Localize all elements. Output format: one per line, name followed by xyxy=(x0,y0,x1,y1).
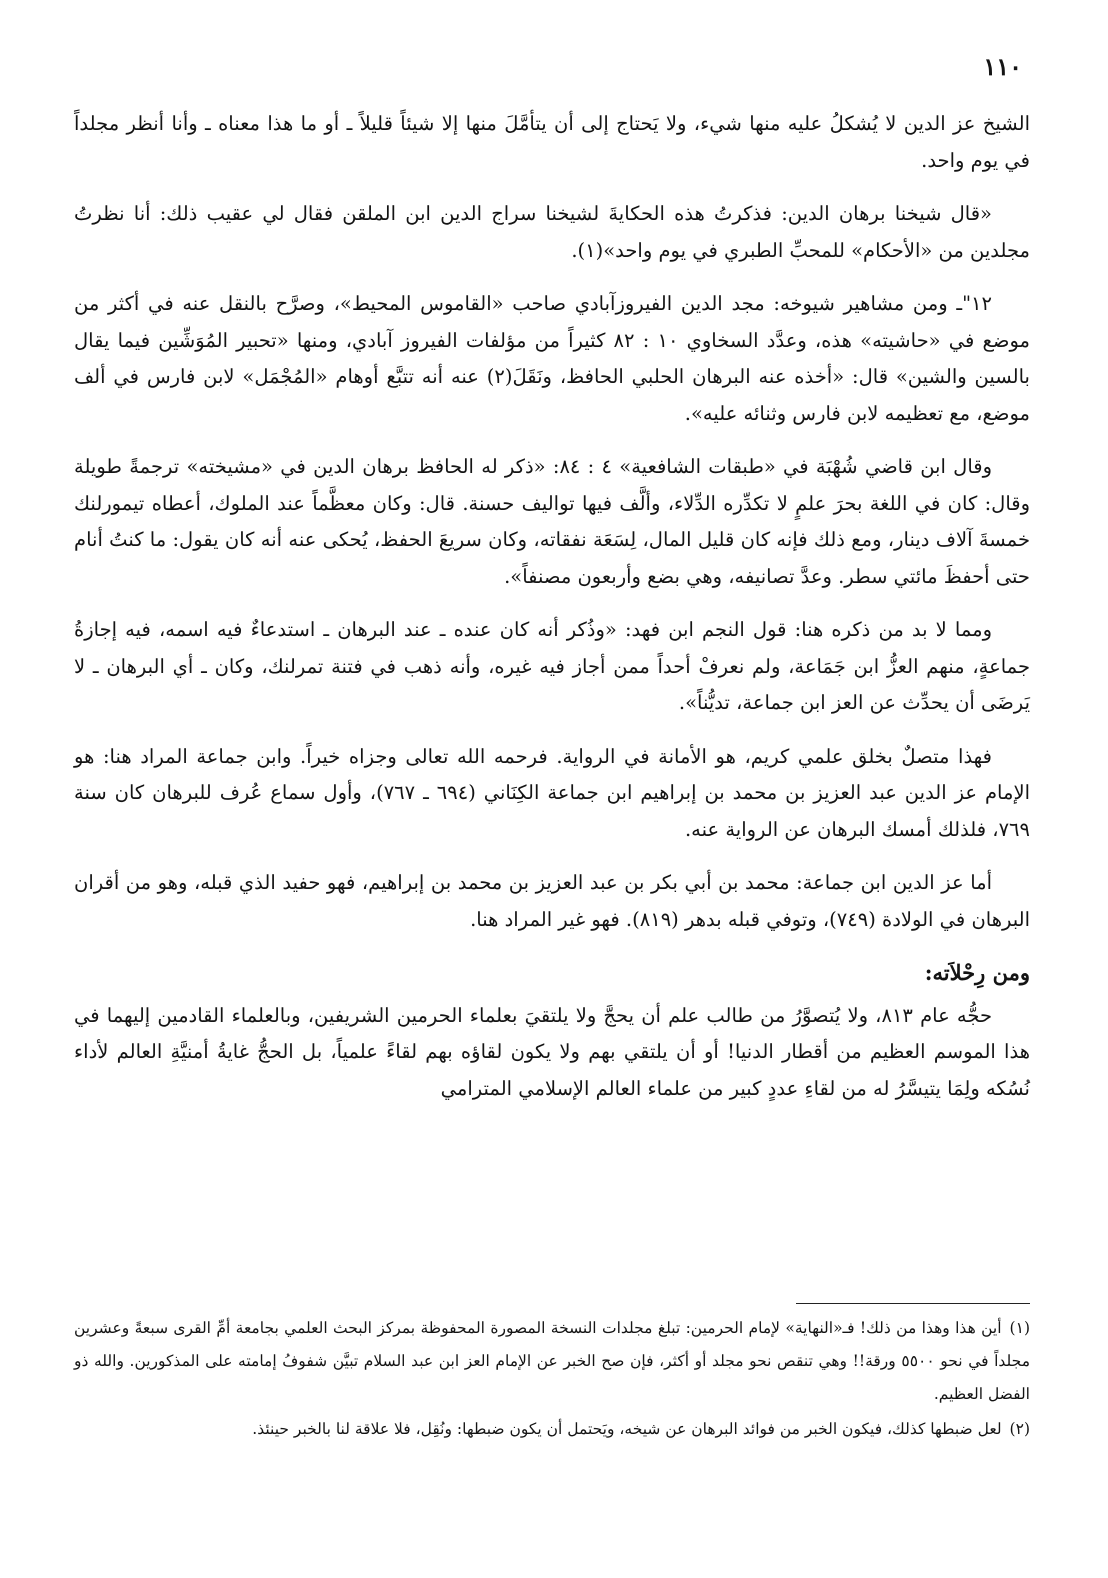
paragraph-fairuzabadi: ١٢"ـ ومن مشاهير شيوخه: مجد الدين الفيروزآبادي صاحب «القاموس المحيط»، وصرَّح بالنقل عنه في أكثر من موضع في «حاشيته» هذه، وعدَّد السخاوي ١٠ : ٨٢ كثيراً من مؤلفات الفيروز آبادي، ومنها «تحبير المُوَشِّين فيما يقال بالسين والشين» قال: «أخذه عنه البرهان الحلبي الحافظ، ونَقَلَ(٢) عنه أنه تتبَّع أوهام «المُجْمَل» لابن فارس في ألف موضع، مع تعظيمه لابن فارس وثنائه عليه». xyxy=(74,292,1030,425)
footnote-2 xyxy=(74,1413,1030,1446)
footnote-text: أين هذا وهذا من ذلك! فـ«النهاية» لإمام الحرمين: تبلغ مجلدات النسخة المصورة المحفوظة بمركز البحث العلمي بجامعة أمِّ القرى سبعةً وعشرين مجلداً في نحو ٥٥٠٠ ورقة!! وهي تنقص نحو مجلد أو أكثر، فإن صح الخبر عن الإمام العز ابن عبد السلام تبيَّن شفوفُ إمامته على المذكورين. والله ذو الفضل العظيم. xyxy=(74,1319,1030,1403)
paragraph-ibn-qadi-shuhba: وقال ابن قاضي شُهْبَة في «طبقات الشافعية» ٤ : ٨٤: «ذكر له الحافظ برهان الدين في «مشيخته» ترجمةً طويلة وقال: كان في اللغة بحرَ علمٍ لا تكدِّره الدِّلاء، وألَّف فيها تواليف حسنة. قال: وكان معظَّماً عند الملوك، أعطاه تيمورلنك خمسةَ آلاف دينار، ومع ذلك فإنه كان قليل المال، لِسَعَة نفقاته، وكان سريعَ الحفظ، يُحكى عنه أنه كان يقول: ما كنتُ أنام حتى أحفظَ مائتي سطر. وعدَّ تصانيفه، وهي بضع وأربعون مصنفاً». xyxy=(74,455,1030,588)
page-number: ١١٠ xyxy=(983,52,1022,81)
section-heading: ومن رِحْلاَته: xyxy=(924,960,1030,985)
paragraph-continuation: الشيخ عز الدين لا يُشكلُ عليه منها شيء، ولا يَحتاج إلى أن يتأمَّلَ منها إلا شيئاً قليلاً ـ أو ما هذا معناه ـ وأنا أنظر مجلداً في يوم واحد. xyxy=(74,112,1030,172)
paragraph-quote-burhan: «قال شيخنا برهان الدين: فذكرتُ هذه الحكايةَ لشيخنا سراج الدين ابن الملقن فقال لي عقيب ذلك: أنا نظرتُ مجلدين من «الأحكام» للمحبِّ الطبري في يوم واحد»(١). xyxy=(74,202,1030,262)
footnotes xyxy=(74,1312,1030,1448)
footnote-number: (١) xyxy=(1009,1319,1030,1337)
paragraph-najm-ibn-fahd: ومما لا بد من ذكره هنا: قول النجم ابن فهد: «وذُكر أنه كان عنده ـ عند البرهان ـ استدعاءٌ فيه اسمه، فيه إجازةُ جماعةٍ، منهم العزُّ ابن جَمَاعة، ولم نعرفْ أحداً ممن أجاز فيه غيره، وأنه ذهب في فتنة تمرلنك، وكان ـ أي البرهان ـ لا يَرضَى أن يحدِّث عن العز ابن جماعة، تديُّناً». xyxy=(74,618,1030,714)
footnote-1 xyxy=(74,1312,1030,1411)
paragraph-hajj: حجُّه عام ٨١٣، ولا يُتصوَّرُ من طالب علم أن يحجَّ ولا يلتقيَ بعلماء الحرمين الشريفين، وبالعلماء القادمين إليهما في هذا الموسم العظيم من أقطار الدنيا! أو أن يلتقي بهم ولا يكون لقاؤه بهم لقاءً علمياً، بل الحجُّ غايةُ أمنيَّةِ العالم لأداء نُسُكه ولِمَا يتيسَّرُ له من لقاءِ عددٍ كبير من علماء العالم الإسلامي المترامي xyxy=(74,1003,1030,1100)
footnote-number: (٢) xyxy=(1009,1420,1030,1438)
paragraph-izz-ibn-jamaa: أما عز الدين ابن جماعة: محمد بن أبي بكر بن عبد العزيز بن محمد بن إبراهيم، فهو حفيد الذي قبله، وهو من أقران البرهان في الولادة (٧٤٩)، وتوفي قبله بدهر (٨١٩). فهو غير المراد هنا. xyxy=(74,871,1030,931)
main-text xyxy=(74,106,1030,1124)
footnote-text: لعل ضبطها كذلك، فيكون الخبر من فوائد البرهان عن شيخه، ويَحتمل أن يكون ضبطها: ونُقِل، فلا علاقة لنا بالخبر حينئذ. xyxy=(252,1420,1002,1438)
paragraph-ibn-jamaa: فهذا متصلٌ بخلق علمي كريم، هو الأمانة في الرواية. فرحمه الله تعالى وجزاه خيراً. وابن جماعة المراد هنا: هو الإمام عز الدين عبد العزيز بن محمد بن إبراهيم ابن جماعة الكِنَاني (٦٩٤ ـ ٧٦٧)، وأول سماع عُرف للبرهان كان سنة ٧٦٩، فلذلك أمسك البرهان عن الرواية عنه. xyxy=(74,744,1030,841)
footnote-divider xyxy=(796,1303,1030,1304)
